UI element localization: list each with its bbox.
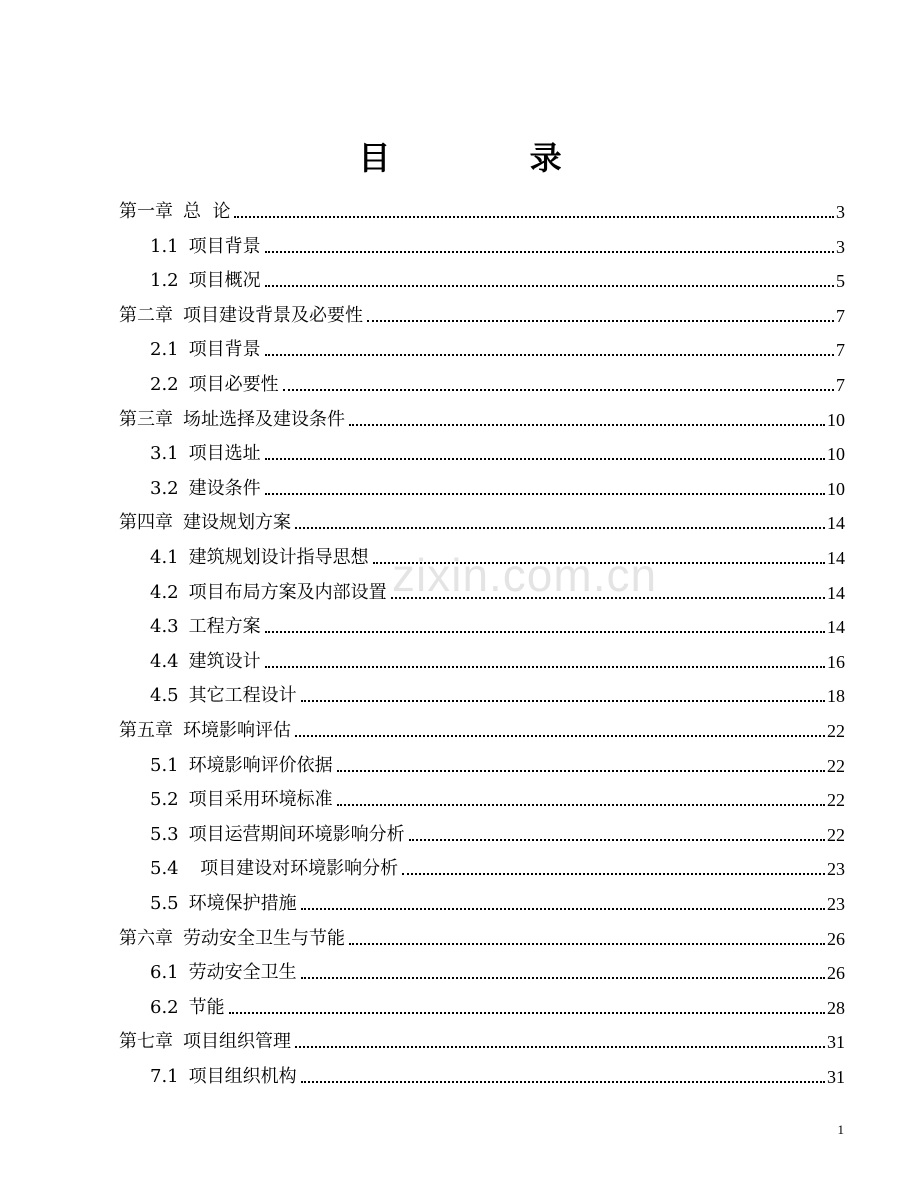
toc-chapter-entry[interactable] [119, 712, 845, 742]
toc-entry-number: 5.5 [150, 893, 179, 914]
toc-entry-label: 劳动安全卫生与节能 [183, 927, 345, 949]
toc-page-number: 14 [827, 548, 845, 568]
toc-page-number: 14 [827, 582, 845, 603]
toc-entry-label: 项目组织管理 [183, 1031, 291, 1053]
dot-leader [295, 527, 825, 529]
toc-entry-title [150, 893, 301, 915]
toc-section-entry[interactable] [150, 677, 845, 707]
toc-entry-number: 4.1 [150, 547, 179, 568]
toc-entry-label: 项目建设背景及必要性 [183, 304, 363, 326]
toc-page-number: 22 [827, 755, 845, 776]
dot-leader [265, 631, 825, 633]
toc-entry-number: 5.3 [150, 823, 179, 845]
toc-entry-label: 节能 [188, 996, 225, 1018]
toc-entry-number: 第三章 [119, 408, 173, 430]
toc-section-entry[interactable] [150, 470, 845, 500]
toc-entry-label: 项目选址 [188, 443, 261, 465]
toc-page-number: 14 [827, 513, 845, 534]
toc-page-number: 10 [827, 478, 845, 499]
toc-section-entry[interactable] [150, 435, 845, 465]
toc-page-number: 26 [827, 963, 845, 984]
toc-page-number: 7 [836, 305, 845, 326]
toc-entry-title [150, 685, 301, 707]
toc-entry-label: 场址选择及建设条件 [183, 408, 345, 430]
toc-section-entry[interactable] [150, 816, 845, 846]
toc-entry-number: 3.2 [150, 477, 179, 499]
toc-section-entry[interactable] [150, 1058, 845, 1088]
toc-entry-title [150, 789, 337, 811]
dot-leader [409, 839, 825, 841]
toc-page-number: 16 [827, 651, 845, 672]
toc-section-entry[interactable] [150, 781, 845, 811]
dot-leader [265, 285, 834, 287]
dot-leader [283, 389, 834, 391]
toc-section-entry[interactable] [150, 262, 845, 292]
toc-entry-title [119, 409, 349, 431]
toc-entry-label: 环境影响评价依据 [188, 754, 333, 776]
toc-entry-title [119, 1031, 295, 1053]
dot-leader [367, 320, 834, 322]
toc-entry-title [150, 997, 229, 1019]
toc-page-number: 23 [827, 894, 845, 914]
toc-entry-number: 第六章 [119, 927, 173, 949]
toc-page-number: 7 [836, 375, 845, 395]
toc-entry-number: 4.5 [150, 685, 179, 707]
toc-section-entry[interactable] [150, 989, 845, 1019]
toc-chapter-entry[interactable] [119, 920, 845, 950]
toc-page-number: 22 [827, 824, 845, 845]
toc-page-number: 5 [836, 271, 845, 292]
toc-entry-number: 第二章 [119, 304, 173, 326]
toc-section-entry[interactable] [150, 643, 845, 673]
dot-leader [301, 1081, 825, 1083]
toc-entry-number: 3.1 [150, 443, 179, 465]
toc-entry-title [150, 236, 265, 258]
toc-entry-label: 项目运营期间环境影响分析 [188, 823, 405, 845]
toc-entry-title [150, 824, 409, 846]
toc-page-number: 23 [827, 859, 845, 880]
toc-chapter-entry[interactable] [119, 401, 845, 431]
toc-entry-label: 环境影响评估 [183, 720, 291, 741]
toc-page-number: 31 [827, 1067, 845, 1087]
toc-entry-number: 2.1 [150, 339, 179, 361]
toc-entry-number: 4.3 [150, 616, 179, 638]
toc-entry-number: 第五章 [119, 720, 173, 741]
toc-entry-label: 项目建设对环境影响分析 [188, 858, 399, 880]
toc-entry-title [119, 928, 349, 950]
toc-entry-label: 项目采用环境标准 [188, 789, 333, 811]
toc-entry-label: 其它工程设计 [188, 685, 297, 707]
toc-entry-number: 5.2 [150, 789, 179, 811]
dot-leader [402, 873, 825, 875]
toc-entry-label: 建筑规划设计指导思想 [188, 547, 369, 568]
toc-page-number: 10 [827, 409, 845, 430]
toc-entry-label: 项目概况 [188, 270, 261, 292]
toc-entry-label: 建设规划方案 [183, 512, 291, 534]
toc-page-number: 22 [827, 721, 845, 741]
dot-leader [265, 458, 825, 460]
toc-entry-number: 第四章 [119, 512, 173, 534]
toc-section-entry[interactable] [150, 885, 845, 915]
toc-entry-number: 5.1 [150, 754, 179, 776]
toc-section-entry[interactable] [150, 366, 845, 396]
toc-entry-title [150, 858, 402, 880]
toc-entry-label: 项目必要性 [188, 374, 279, 395]
toc-entry-label: 环境保护措施 [188, 893, 297, 914]
toc-entry-title [150, 962, 301, 984]
toc-section-entry[interactable] [150, 331, 845, 361]
toc-entry-title [150, 582, 391, 604]
toc-section-entry[interactable] [150, 608, 845, 638]
toc-entry-label: 项目背景 [188, 235, 261, 257]
toc-entry-title [150, 374, 283, 396]
toc-page-number: 26 [827, 928, 845, 949]
toc-entry-title [150, 1066, 301, 1088]
toc-entry-title [150, 270, 265, 292]
toc-entry-title [119, 720, 295, 742]
dot-leader [301, 908, 825, 910]
toc-entry-label: 建设条件 [188, 477, 261, 499]
toc-page-number: 18 [827, 686, 845, 707]
toc-entry-label: 项目布局方案及内部设置 [188, 581, 387, 603]
toc-entry-number: 6.1 [150, 962, 179, 984]
toc-entry-number: 1.1 [150, 235, 179, 257]
dot-leader [234, 216, 834, 218]
toc-section-entry[interactable] [150, 747, 845, 777]
toc-entry-label: 项目背景 [188, 339, 261, 361]
toc-entry-label: 项目组织机构 [188, 1066, 297, 1087]
toc-entry-number: 第一章 [119, 201, 173, 222]
dot-leader [265, 666, 825, 668]
dot-leader [265, 354, 834, 356]
toc-entry-number: 2.2 [150, 374, 179, 395]
dot-leader [295, 735, 825, 737]
toc-page-number: 3 [836, 236, 845, 257]
dot-leader [349, 424, 825, 426]
toc-entry-title [150, 616, 265, 638]
dot-leader [349, 943, 825, 945]
toc-entry-title [150, 339, 265, 361]
toc-entry-title [150, 755, 337, 777]
dot-leader [265, 251, 834, 253]
toc-entry-title [119, 201, 234, 223]
page-title: 目 录 [358, 139, 626, 177]
toc-entry-title [150, 443, 265, 465]
dot-leader [265, 493, 825, 495]
toc-entry-number: 5.4 [150, 858, 179, 880]
toc-chapter-entry[interactable] [119, 1023, 845, 1053]
dot-leader [301, 700, 825, 702]
toc-entry-title [150, 651, 265, 673]
toc-entry-label: 工程方案 [188, 616, 261, 638]
toc-chapter-entry[interactable] [119, 193, 845, 223]
toc-chapter-entry[interactable] [119, 297, 845, 327]
toc-section-entry[interactable] [150, 954, 845, 984]
toc-entry-label: 总 论 [183, 201, 231, 222]
toc-entry-number: 4.2 [150, 581, 179, 603]
toc-page-number: 28 [827, 997, 845, 1018]
toc-entry-title [150, 547, 373, 569]
dot-leader [337, 770, 825, 772]
toc-entry-title [150, 478, 265, 500]
page-number: 1 [837, 1122, 844, 1137]
toc-page-number: 31 [827, 1032, 845, 1053]
toc-entry-number: 1.2 [150, 270, 179, 292]
toc-entry-number: 6.2 [150, 996, 179, 1018]
toc-page-number: 22 [827, 790, 845, 811]
dot-leader [301, 977, 825, 979]
toc-entry-label: 劳动安全卫生 [188, 962, 297, 984]
toc-entry-title [119, 512, 295, 534]
toc-entry-number: 第七章 [119, 1031, 173, 1053]
toc-entry-title [119, 305, 367, 327]
dot-leader [295, 1046, 825, 1048]
toc-page-number: 10 [827, 444, 845, 465]
toc-section-entry[interactable] [150, 850, 845, 880]
toc-chapter-entry[interactable] [119, 504, 845, 534]
toc-page-number: 3 [836, 202, 845, 222]
dot-leader [229, 1012, 825, 1014]
toc-entry-number: 7.1 [150, 1066, 179, 1087]
toc-section-entry[interactable] [150, 228, 845, 258]
toc-entry-label: 建筑设计 [188, 650, 261, 672]
dot-leader [337, 804, 825, 806]
toc-page-number: 7 [836, 340, 845, 361]
watermark: zixin.com.cn [392, 549, 658, 601]
toc-entry-number: 4.4 [150, 650, 179, 672]
toc-page-number: 14 [827, 617, 845, 638]
